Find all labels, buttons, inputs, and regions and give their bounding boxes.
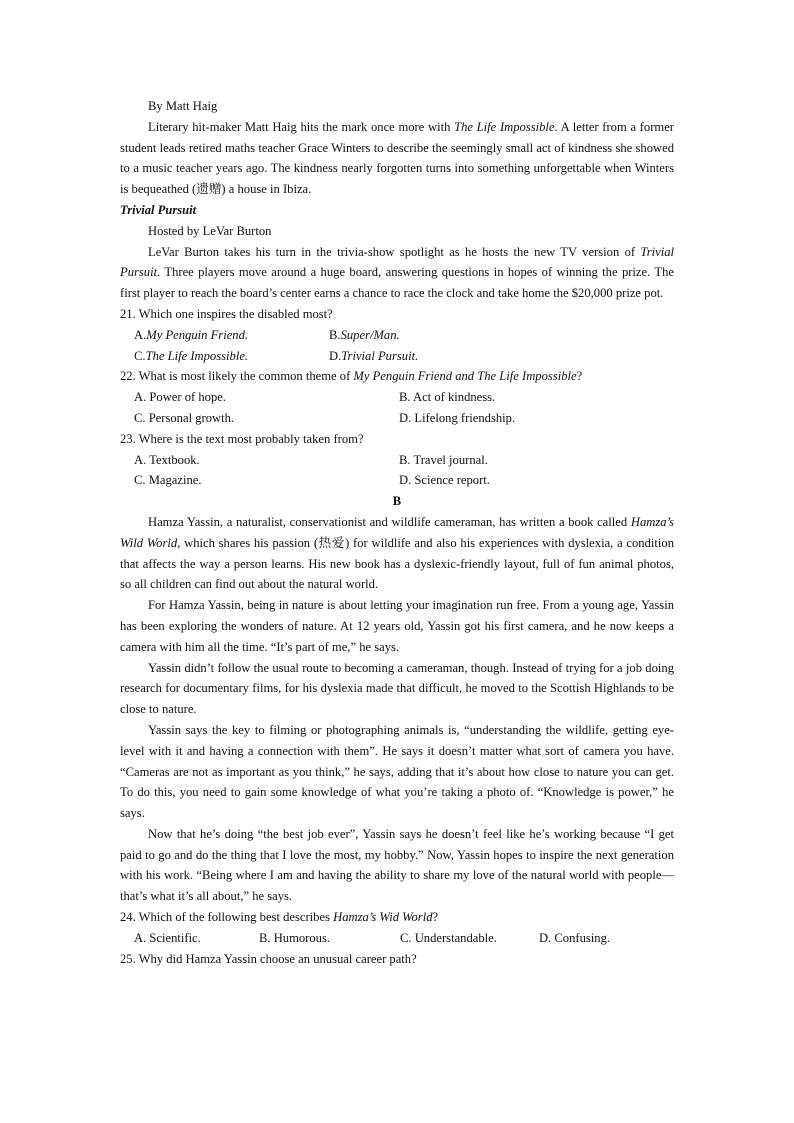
exam-page: [120, 96, 674, 969]
book1-description: Literary hit-maker Matt Haig hits the mark once more with The Life Impossible. A letter from a former student leads retired maths teacher Grace Winters to describe the seemingly small act of kindness she showed to a music teacher years ago. The kindness nearly forgotten turns into something unforgettable when Winters is bequeathed (遗赠) a house in Ibiza.: [120, 119, 674, 197]
q24-option-a[interactable]: A. Scientific.: [134, 930, 201, 945]
q25-stem: 25. Why did Hamza Yassin choose an unusual career path?: [120, 951, 417, 966]
q22-option-d[interactable]: D. Lifelong friendship.: [399, 410, 516, 425]
section-b-label: B: [392, 494, 402, 509]
q21-option-b[interactable]: B.Super/Man.: [329, 327, 400, 342]
book2-title: Trivial Pursuit: [120, 244, 674, 280]
q22-options-row2: [120, 408, 674, 429]
q21-option-d[interactable]: D.Trivial Pursuit.: [329, 348, 419, 363]
q22-option-a[interactable]: A. Power of hope.: [134, 390, 226, 405]
book1-author: By Matt Haig: [148, 99, 218, 113]
book2-heading: Trivial Pursuit: [120, 202, 197, 217]
q24-option-d[interactable]: D. Confusing.: [539, 930, 611, 945]
q22-stem: 22. What is most likely the common theme of My Penguin Friend and The Life Impossible?: [120, 369, 583, 384]
section-b-paragraph-1: Hamza Yassin, a naturalist, conservationist and wildlife cameraman, has written a book called Hamza’s Wild World, which shares his passion (热爱) for wildlife and also his experiences with dyslexia, a condition that affects the way a person learns. His new book has a dyslexic-friendly layout, full of fun animal photos, so all children can find out about the natural world.: [120, 514, 674, 592]
section-b-paragraph-4: Yassin says the key to filming or photographing animals is, “understanding the wildlife, getting eye-level with it and having a connection with them”. He says it doesn’t matter what sort of camera you have. “Cameras are not as important as you think,” he says, adding that it’s about how close to nature you can get. To do this, you need to gain some knowledge of what you’re taking a photo of. “Knowledge is power,” he says.: [120, 722, 674, 821]
q22-option-b[interactable]: B. Act of kindness.: [399, 390, 496, 405]
q23-option-c[interactable]: C. Magazine.: [134, 473, 202, 488]
q23-options-row1: [120, 450, 674, 471]
q23-option-d[interactable]: D. Science report.: [399, 473, 490, 488]
book2-description: LeVar Burton takes his turn in the trivia-show spotlight as he hosts the new TV version of Trivial Pursuit. Three players move around a huge board, answering questions in hopes of winning the prize. The first player to reach the board’s center earns a chance to race the clock and take home the $20,000 prize pot.: [120, 244, 674, 301]
q21-option-a[interactable]: A.My Penguin Friend.: [134, 327, 249, 342]
q21-option-c[interactable]: C.The Life Impossible.: [134, 348, 249, 363]
q22-options-row1: [120, 387, 674, 408]
q24-options: [120, 928, 674, 949]
q21-options-row1: [120, 325, 674, 346]
q23-option-b[interactable]: B. Travel journal.: [399, 452, 488, 467]
section-b-paragraph-2: For Hamza Yassin, being in nature is about letting your imagination run free. From a young age, Yassin has been exploring the wonders of nature. At 12 years old, Yassin got his first camera, and he now keeps a camera with him all the time. “It’s part of me,” he says.: [120, 598, 674, 654]
q23-stem: 23. Where is the text most probably taken from?: [120, 431, 364, 446]
q24-option-c[interactable]: C. Understandable.: [400, 930, 497, 945]
q23-options-row2: [120, 470, 674, 491]
q21-options-row2: [120, 346, 674, 367]
q22-option-c[interactable]: C. Personal growth.: [134, 410, 235, 425]
section-b-paragraph-3: Yassin didn’t follow the usual route to becoming a cameraman, though. Instead of trying for a job doing research for documentary films, for his dyslexia made that difficult, he moved to the Scottish Highlands to be close to nature.: [120, 660, 674, 717]
section-b-paragraph-5: Now that he’s doing “the best job ever”, Yassin says he doesn’t feel like he’s working because “I get paid to go and do the thing that I love the most, my hobby.” Now, Yassin hopes to inspire the next generation with his work. “Being where I am and having the ability to share my love of the natural world with people—that’s what it’s all about,” he says.: [120, 826, 674, 904]
book1-title: The Life Impossible: [454, 119, 555, 134]
book2-host: Hosted by LeVar Burton: [148, 223, 272, 238]
q24-option-b[interactable]: B. Humorous.: [259, 930, 331, 945]
q23-option-a[interactable]: A. Textbook.: [134, 452, 200, 467]
book3-title: Hamza’s Wild World: [120, 514, 674, 550]
q21-stem: 21. Which one inspires the disabled most?: [120, 306, 333, 321]
q24-stem: 24. Which of the following best describes Hamza’s Wid World?: [120, 910, 439, 925]
